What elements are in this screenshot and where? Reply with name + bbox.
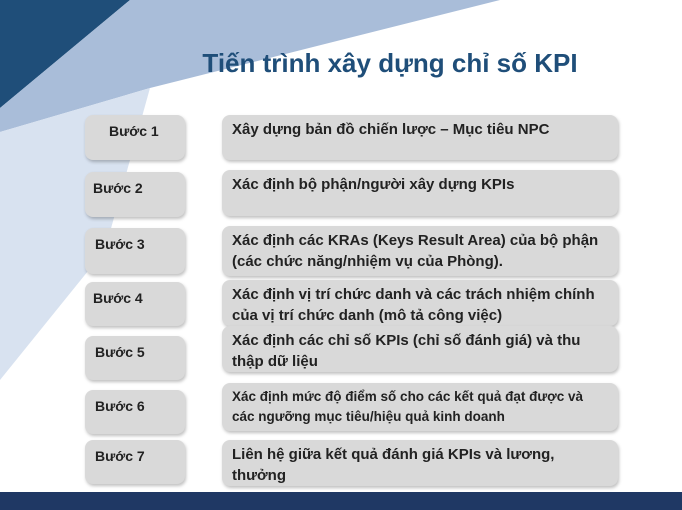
step-1-label-text: Bước 1 bbox=[109, 123, 159, 139]
step-1-label bbox=[85, 115, 185, 160]
step-3-text: Xác định các KRAs (Keys Result Area) của bộ phận (các chức năng/nhiệm vụ của Phòng). bbox=[222, 226, 618, 276]
step-2-text: Xác định bộ phận/người xây dựng KPIs bbox=[222, 170, 618, 216]
step-7-label bbox=[85, 440, 185, 484]
step-4-text: Xác định vị trí chức danh và các trách nhiệm chính của vị trí chức danh (mô tả công việc) bbox=[222, 280, 618, 326]
step-5-label-text: Bước 5 bbox=[95, 344, 145, 360]
step-7-text: Liên hệ giữa kết quả đánh giá KPIs và lương, thưởng bbox=[222, 440, 618, 486]
step-5-label bbox=[85, 336, 185, 380]
step-3-label bbox=[85, 228, 185, 274]
step-5-text: Xác định các chỉ số KPIs (chỉ số đánh giá) và thu thập dữ liệu bbox=[222, 326, 618, 372]
step-7-label-text: Bước 7 bbox=[95, 448, 145, 464]
step-4-label bbox=[85, 282, 185, 326]
step-1-text: Xây dựng bản đồ chiến lược – Mục tiêu NPC bbox=[222, 115, 618, 160]
step-6-label bbox=[85, 390, 185, 434]
step-3-label-text: Bước 3 bbox=[95, 236, 145, 252]
bottom-bar bbox=[0, 492, 682, 510]
page-title: Tiến trình xây dựng chỉ số KPI bbox=[202, 48, 578, 78]
step-2-label bbox=[85, 172, 185, 217]
step-6-text: Xác định mức độ điểm số cho các kết quả đạt được và các ngưỡng mục tiêu/hiệu quả kinh doanh bbox=[222, 383, 618, 431]
step-6-label-text: Bước 6 bbox=[95, 398, 145, 414]
step-4-label-text: Bước 4 bbox=[93, 290, 143, 306]
step-2-label-text: Bước 2 bbox=[93, 180, 143, 196]
